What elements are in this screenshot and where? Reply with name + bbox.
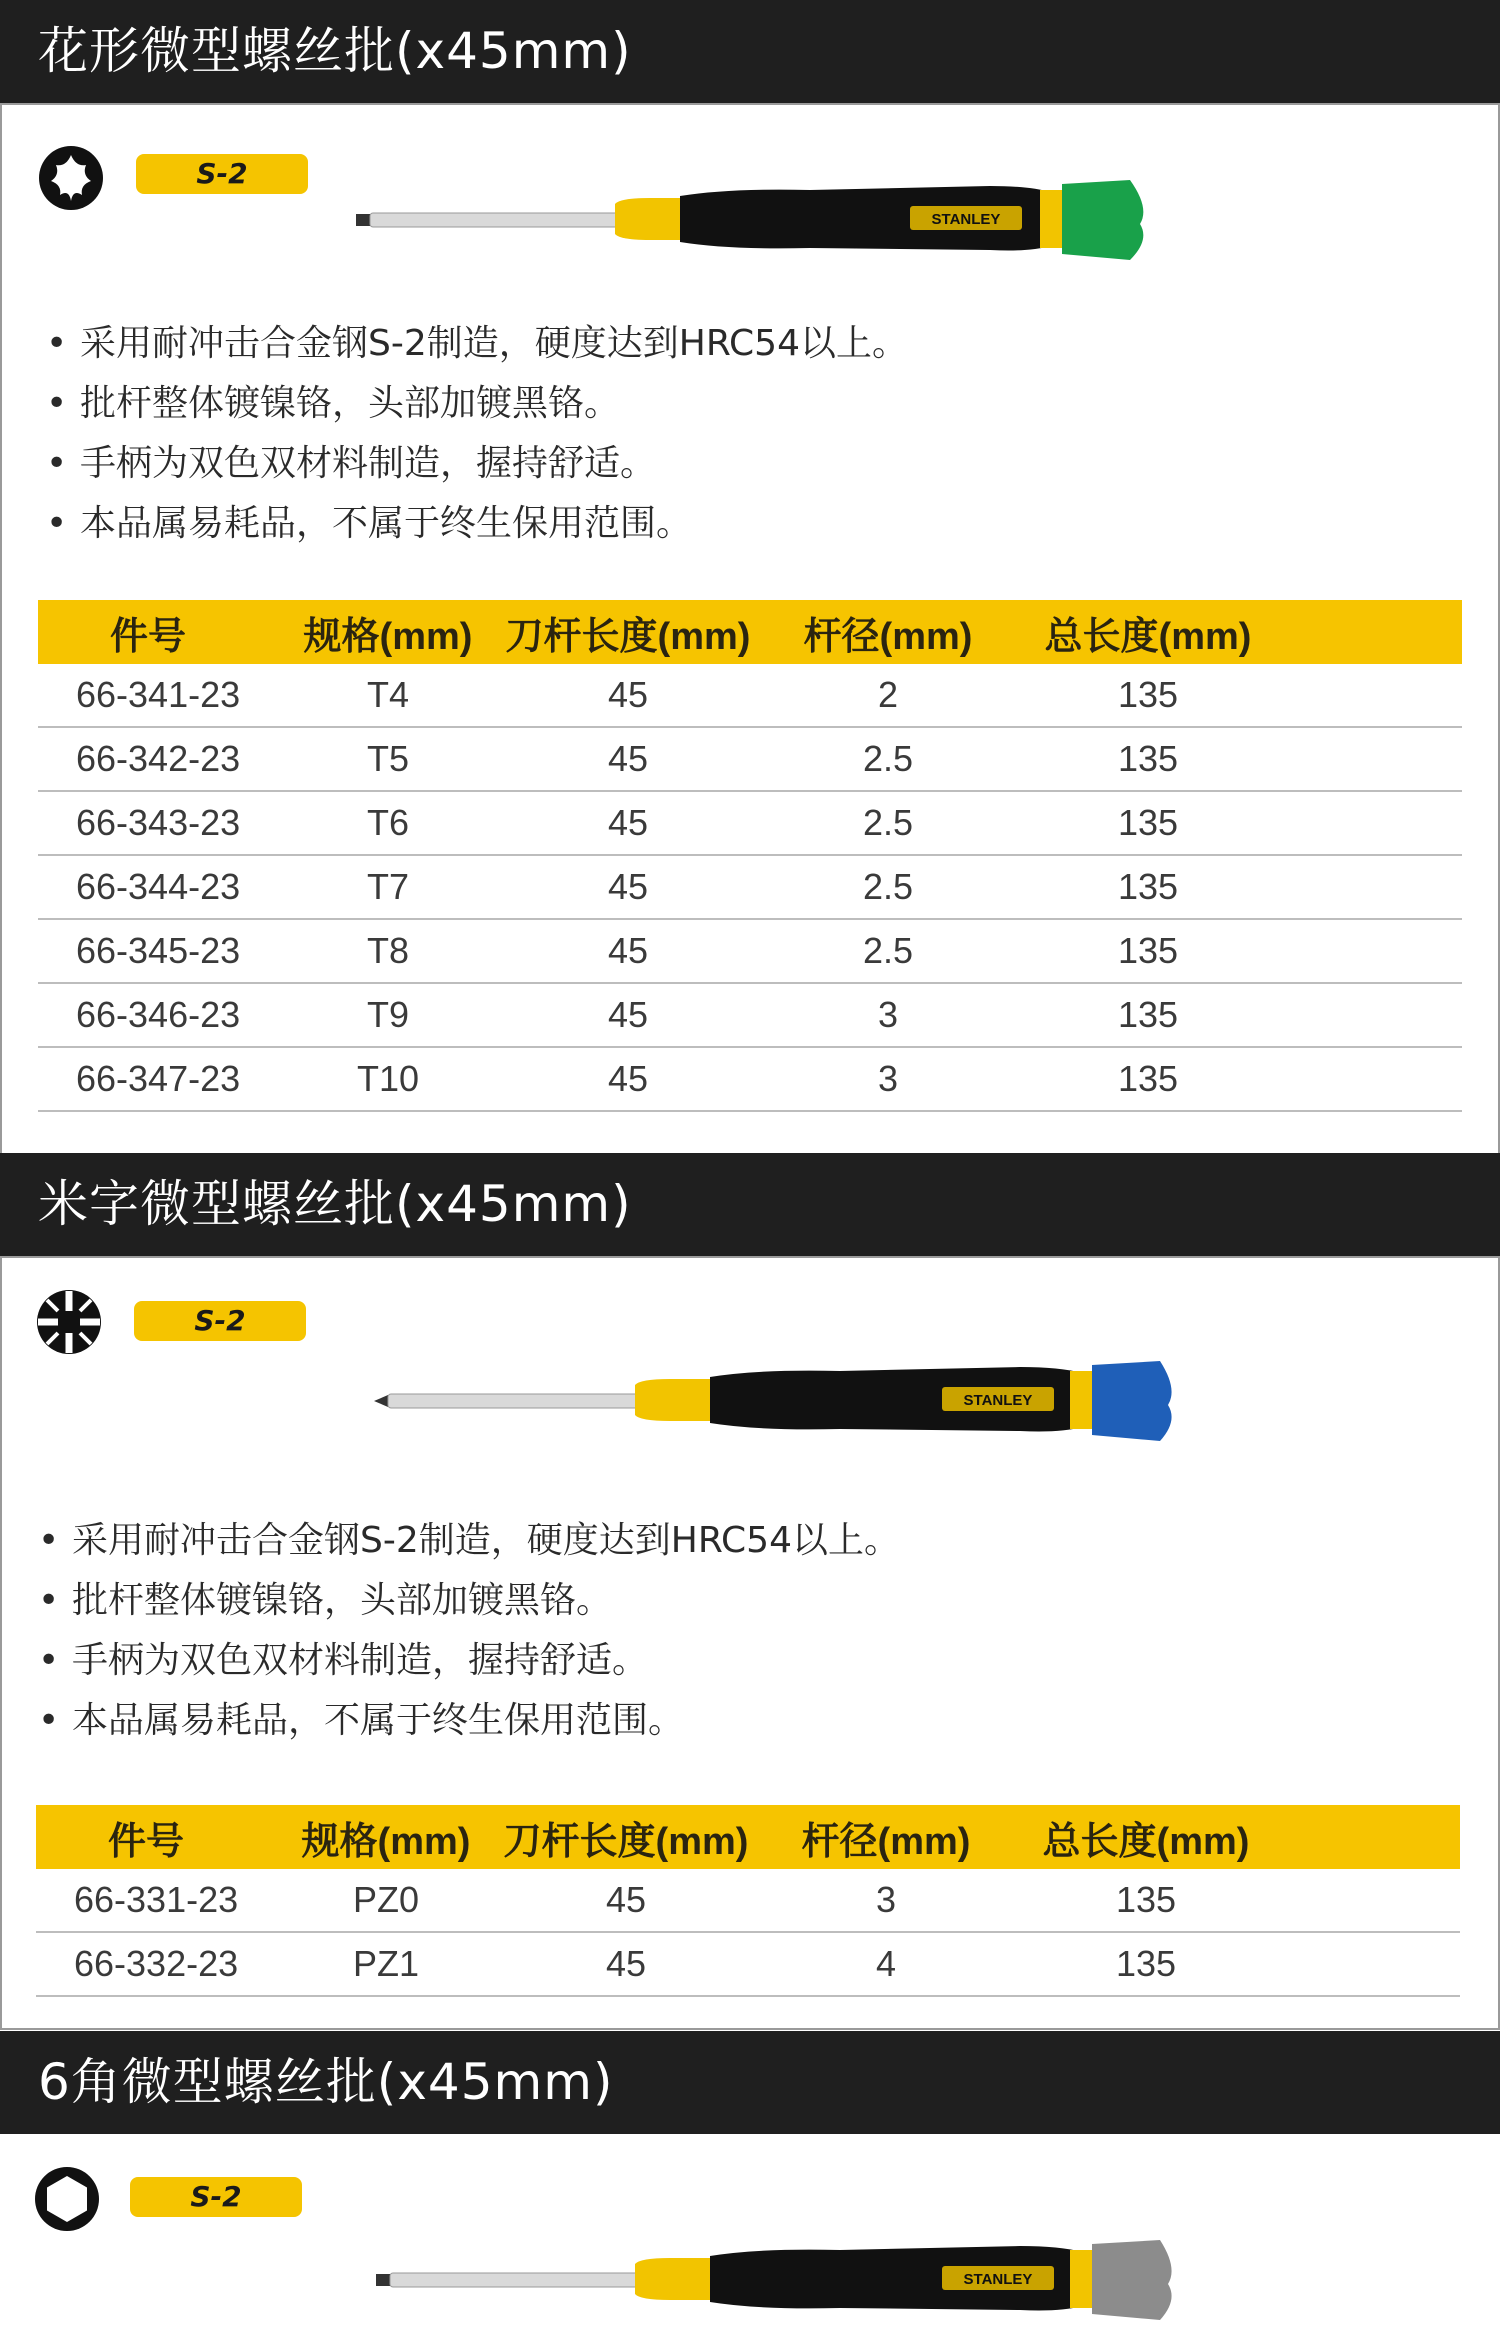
- feature-item: • 采用耐冲击合金钢S-2制造，硬度达到HRC54以上。: [46, 314, 908, 374]
- cell-total-length: 135: [1006, 1869, 1286, 1932]
- cell-shaft-diameter: 3: [768, 983, 1008, 1047]
- cell-spec: T5: [288, 727, 488, 791]
- col-header-spec: 规格(mm): [288, 600, 488, 664]
- cell-blade-length: 45: [488, 727, 768, 791]
- cell-total-length: 135: [1008, 1047, 1288, 1111]
- cell-part-no: 66-346-23: [38, 983, 288, 1047]
- table-row: [38, 919, 1462, 983]
- col-header-blade-length: 刀杆长度(mm): [486, 1805, 766, 1869]
- col-header-shaft-diameter: 杆径(mm): [768, 600, 1008, 664]
- cell-blade-length: 45: [488, 855, 768, 919]
- section-title: 米字微型螺丝批(x45mm): [0, 1153, 1500, 1256]
- cell-spacer: [1288, 919, 1462, 983]
- hex-screwdriver-image: [370, 2228, 1200, 2328]
- feature-item: • 批杆整体镀镍铬，头部加镀黑铬。: [46, 374, 908, 434]
- cell-part-no: 66-343-23: [38, 791, 288, 855]
- cell-spacer: [1288, 727, 1462, 791]
- col-header-spacer: [1286, 1805, 1460, 1869]
- col-header-spec: 规格(mm): [286, 1805, 486, 1869]
- col-header-shaft-diameter: 杆径(mm): [766, 1805, 1006, 1869]
- cell-blade-length: 45: [488, 1047, 768, 1111]
- cell-spec: T10: [288, 1047, 488, 1111]
- col-header-total-length: 总长度(mm): [1006, 1805, 1286, 1869]
- cell-blade-length: 45: [488, 919, 768, 983]
- table-row: [38, 1047, 1462, 1111]
- cell-part-no: 66-345-23: [38, 919, 288, 983]
- cell-shaft-diameter: 2.5: [768, 791, 1008, 855]
- cell-blade-length: 45: [488, 791, 768, 855]
- table-row: [36, 1932, 1460, 1996]
- cell-total-length: 135: [1008, 791, 1288, 855]
- col-header-part-no: 件号: [38, 600, 288, 664]
- col-header-spacer: [1288, 600, 1462, 664]
- cell-total-length: 135: [1008, 983, 1288, 1047]
- torx-star-icon: [36, 143, 106, 213]
- cell-spec: T9: [288, 983, 488, 1047]
- feature-item: • 本品属易耗品，不属于终生保用范围。: [38, 1691, 900, 1751]
- cell-shaft-diameter: 2.5: [768, 855, 1008, 919]
- cell-spacer: [1288, 664, 1462, 727]
- col-header-part-no: 件号: [36, 1805, 286, 1869]
- material-badge: S-2: [136, 154, 308, 194]
- cell-spec: PZ1: [286, 1932, 486, 1996]
- pozidriv-icon: [34, 1287, 104, 1357]
- table-header-row: [38, 600, 1462, 664]
- cell-shaft-diameter: 2.5: [768, 919, 1008, 983]
- cell-total-length: 135: [1008, 855, 1288, 919]
- material-badge: S-2: [130, 2177, 302, 2217]
- cell-shaft-diameter: 4: [766, 1932, 1006, 1996]
- table-header-row: [36, 1805, 1460, 1869]
- cell-part-no: 66-342-23: [38, 727, 288, 791]
- cell-spacer: [1288, 855, 1462, 919]
- feature-item: • 手柄为双色双材料制造，握持舒适。: [38, 1631, 900, 1691]
- pozidriv-screwdriver-image: [370, 1349, 1200, 1449]
- hexagon-icon: [32, 2164, 102, 2234]
- cell-spec: T7: [288, 855, 488, 919]
- cell-shaft-diameter: 2: [768, 664, 1008, 727]
- spec-table: [36, 1805, 1460, 1997]
- cell-spec: T4: [288, 664, 488, 727]
- feature-item: • 手柄为双色双材料制造，握持舒适。: [46, 434, 908, 494]
- cell-blade-length: 45: [488, 664, 768, 727]
- brand-label: STANLEY: [963, 2271, 1033, 2288]
- feature-item: • 采用耐冲击合金钢S-2制造，硬度达到HRC54以上。: [38, 1511, 900, 1571]
- cell-total-length: 135: [1008, 664, 1288, 727]
- cell-total-length: 135: [1008, 727, 1288, 791]
- cell-spacer: [1288, 791, 1462, 855]
- cell-shaft-diameter: 3: [766, 1869, 1006, 1932]
- cell-spacer: [1288, 1047, 1462, 1111]
- section-title: 花形微型螺丝批(x45mm): [0, 0, 1500, 103]
- brand-label: STANLEY: [963, 1392, 1033, 1409]
- cell-blade-length: 45: [488, 983, 768, 1047]
- table-row: [38, 791, 1462, 855]
- cell-total-length: 135: [1008, 919, 1288, 983]
- table-row: [36, 1869, 1460, 1932]
- torx-screwdriver-image: [350, 168, 1180, 268]
- table-row: [38, 727, 1462, 791]
- table-row: [38, 855, 1462, 919]
- cell-total-length: 135: [1006, 1932, 1286, 1996]
- cell-part-no: 66-347-23: [38, 1047, 288, 1111]
- cell-spec: T6: [288, 791, 488, 855]
- cell-spec: PZ0: [286, 1869, 486, 1932]
- brand-label: STANLEY: [931, 211, 1001, 228]
- cell-blade-length: 45: [486, 1932, 766, 1996]
- cell-shaft-diameter: 3: [768, 1047, 1008, 1111]
- feature-list: [38, 1511, 900, 1751]
- feature-list: [46, 314, 908, 554]
- material-badge: S-2: [134, 1301, 306, 1341]
- cell-shaft-diameter: 2.5: [768, 727, 1008, 791]
- table-row: [38, 664, 1462, 727]
- cell-spacer: [1286, 1932, 1460, 1996]
- feature-item: • 批杆整体镀镍铬，头部加镀黑铬。: [38, 1571, 900, 1631]
- col-header-blade-length: 刀杆长度(mm): [488, 600, 768, 664]
- cell-blade-length: 45: [486, 1869, 766, 1932]
- cell-spacer: [1286, 1869, 1460, 1932]
- cell-part-no: 66-344-23: [38, 855, 288, 919]
- cell-part-no: 66-331-23: [36, 1869, 286, 1932]
- cell-part-no: 66-341-23: [38, 664, 288, 727]
- feature-item: • 本品属易耗品，不属于终生保用范围。: [46, 494, 908, 554]
- spec-table: [38, 600, 1462, 1112]
- cell-spec: T8: [288, 919, 488, 983]
- cell-part-no: 66-332-23: [36, 1932, 286, 1996]
- table-row: [38, 983, 1462, 1047]
- col-header-total-length: 总长度(mm): [1008, 600, 1288, 664]
- cell-spacer: [1288, 983, 1462, 1047]
- section-title: 6角微型螺丝批(x45mm): [0, 2031, 1500, 2134]
